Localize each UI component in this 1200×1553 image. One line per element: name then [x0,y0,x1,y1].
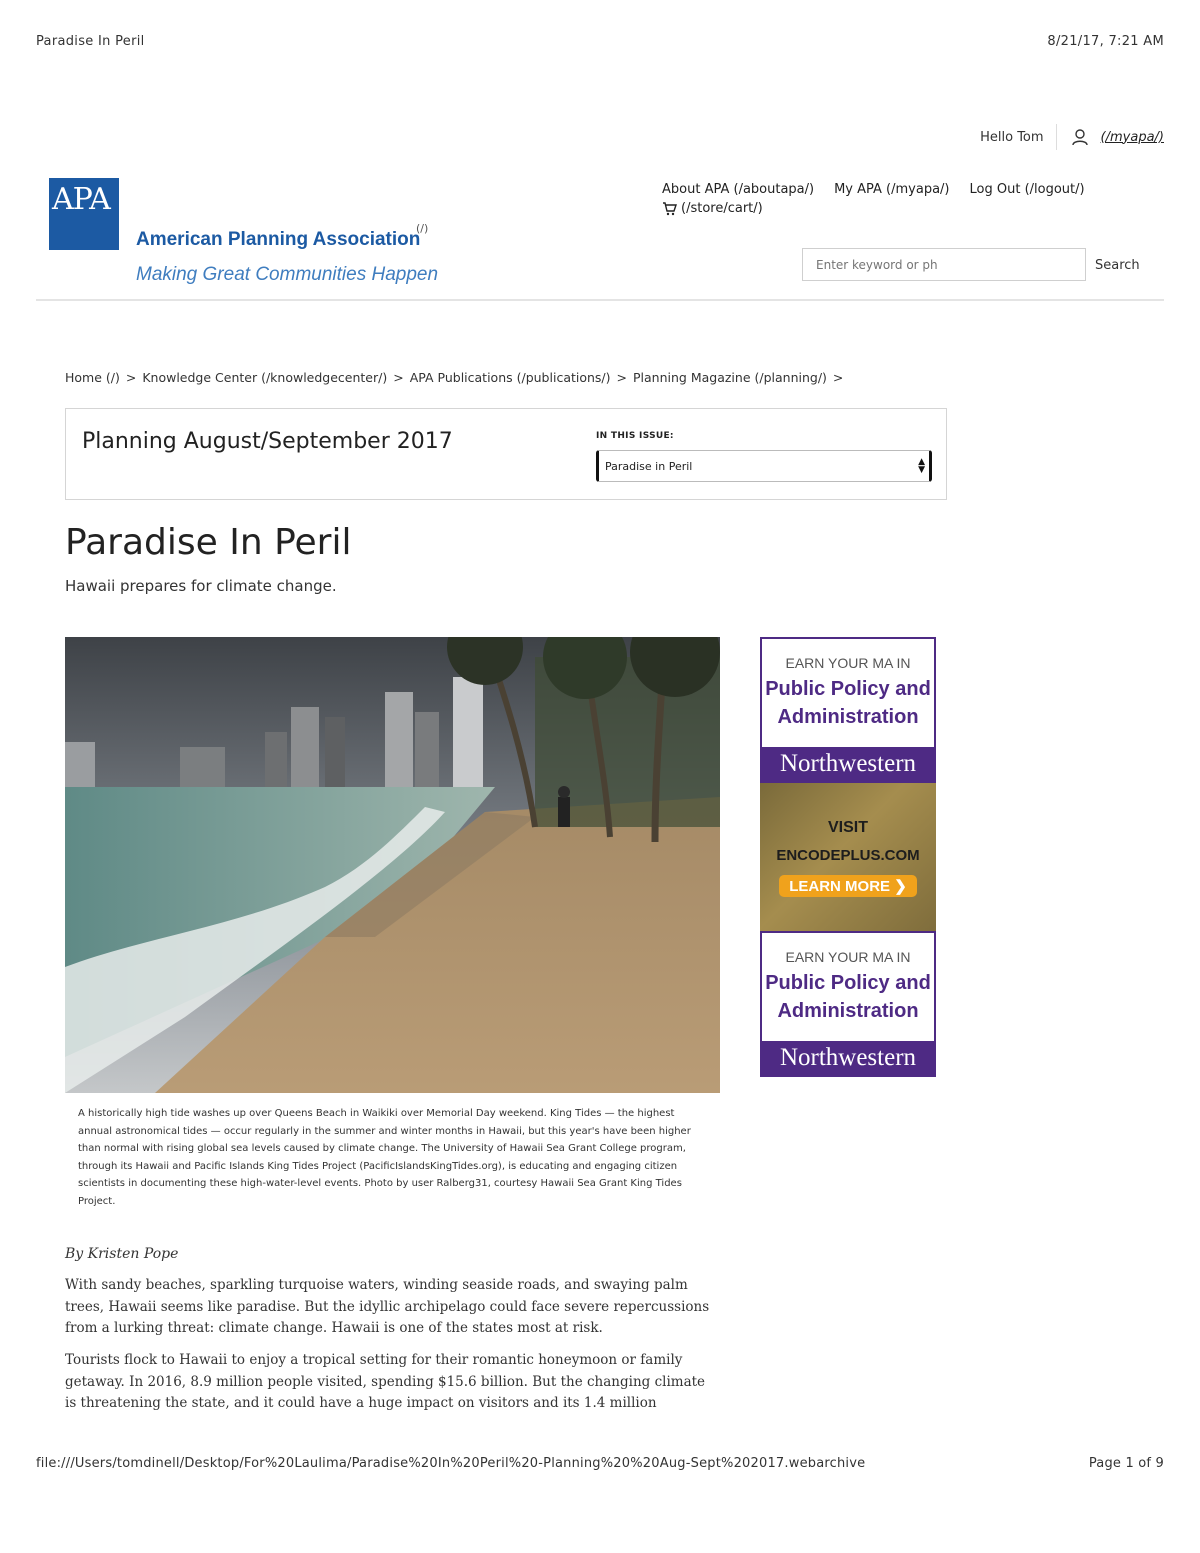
article-title: Paradise In Peril [65,522,352,563]
issue-box [65,408,947,500]
ad-brand: Northwestern [762,747,934,781]
divider [1056,124,1057,150]
user-icon[interactable] [1071,128,1089,146]
updown-arrows-icon: ▲ ▼ [918,457,925,475]
breadcrumb-sep: > [616,370,628,385]
header-divider [36,299,1164,301]
user-bar [980,124,1164,150]
photo-caption: A historically high tide washes up over Queens Beach in Waikiki over Memorial Day weekend. King Tides — the highest annual astronomical tides — occur regularly in the summer and winter months in Hawaii, but this year's have been higher than normal with rising global sea levels caused by climate change. The University of Hawaii Sea Grant College program, through its Hawaii and Pacific Islands King Tides Project (PacificIslandsKingTides.org), is educating and engaging citizen scientists in documenting these high-water-level events. Photo by user Ralberg31, courtesy Hawaii Sea Grant King Tides Project. [78,1108,691,1207]
nav-logout[interactable]: Log Out (/logout/) [969,182,1085,197]
nav-about[interactable]: About APA (/aboutapa/) [662,182,815,197]
myapa-link[interactable]: (/myapa/) [1100,129,1164,145]
article-photo [65,637,720,1093]
tagline: Making Great Communities Happen [136,264,439,285]
breadcrumb-sep: > [393,370,404,385]
breadcrumb-sep: > [832,370,844,385]
issue-label: IN THIS ISSUE: [596,431,674,441]
nav-cart[interactable]: (/store/cart/) [681,201,763,216]
issue-title: Planning August/September 2017 [82,429,453,454]
ad-site-text: ENCODEPLUS.COM [776,847,920,864]
cart-icon[interactable] [662,202,677,216]
org-name[interactable]: American Planning Association [136,229,421,250]
apa-logo[interactable]: APA [49,178,119,250]
search-input[interactable] [802,248,1086,281]
print-footer-page: Page 1 of 9 [1088,1456,1164,1471]
article-subtitle: Hawaii prepares for climate change. [65,577,337,595]
breadcrumb-home[interactable]: Home (/) [65,370,120,385]
learn-more-button[interactable]: LEARN MORE ❯ [779,875,917,897]
ad-program-line2: Administration [777,706,919,728]
article-paragraph: Tourists flock to Hawaii to enjoy a tropical setting for their romantic honeymoon or family getaway. In 2016, 8.9 million people visited, spending $15.6 billion. But the changing climate is threatening the state, and it could have a huge impact on visitors and its 1.4 million [65,1352,706,1411]
ad-encodeplus[interactable] [760,783,936,931]
org-home-link[interactable]: (/) [416,222,429,235]
ad-brand: Northwestern [762,1041,934,1075]
search-button[interactable]: Search [1095,258,1140,273]
ad-northwestern-top[interactable] [760,637,936,783]
issue-select[interactable] [596,450,932,482]
ad-northwestern-bottom[interactable] [760,931,936,1077]
ad-earn-text: EARN YOUR MA IN [785,655,911,671]
breadcrumb-planning-magazine[interactable]: Planning Magazine (/planning/) [633,370,827,385]
print-footer-path: file:///Users/tomdinell/Desktop/For%20Laulima/Paradise%20In%20Peril%20-Planning%20%20Aug-Sept%202017.webarchive [36,1456,866,1471]
breadcrumb-sep: > [125,370,137,385]
nav-myapa[interactable]: My APA (/myapa/) [834,182,950,197]
breadcrumb [65,370,843,385]
ad-program-line1: Public Policy and [765,678,931,700]
ad-program-line2: Administration [777,1000,919,1022]
breadcrumb-knowledge-center[interactable]: Knowledge Center (/knowledgecenter/) [142,370,388,385]
ad-visit-text: VISIT [827,819,868,836]
ad-program-line1: Public Policy and [765,972,931,994]
breadcrumb-publications[interactable]: APA Publications (/publications/) [409,370,611,385]
issue-select-value: Paradise in Peril [605,460,693,473]
ad-earn-text: EARN YOUR MA IN [785,949,911,965]
byline: By Kristen Pope [65,1246,179,1262]
print-header-datetime: 8/21/17, 7:21 AM [1047,34,1164,49]
article-paragraph: With sandy beaches, sparkling turquoise waters, winding seaside roads, and swaying palm trees, Hawaii seems like paradise. But the idyllic archipelago could face severe repercussions from a lurking threat: climate change. Hawaii is one of the states most at risk. [65,1277,710,1336]
greeting: Hello Tom [980,129,1044,145]
top-nav [662,182,1085,216]
print-header-title: Paradise In Peril [36,34,145,49]
